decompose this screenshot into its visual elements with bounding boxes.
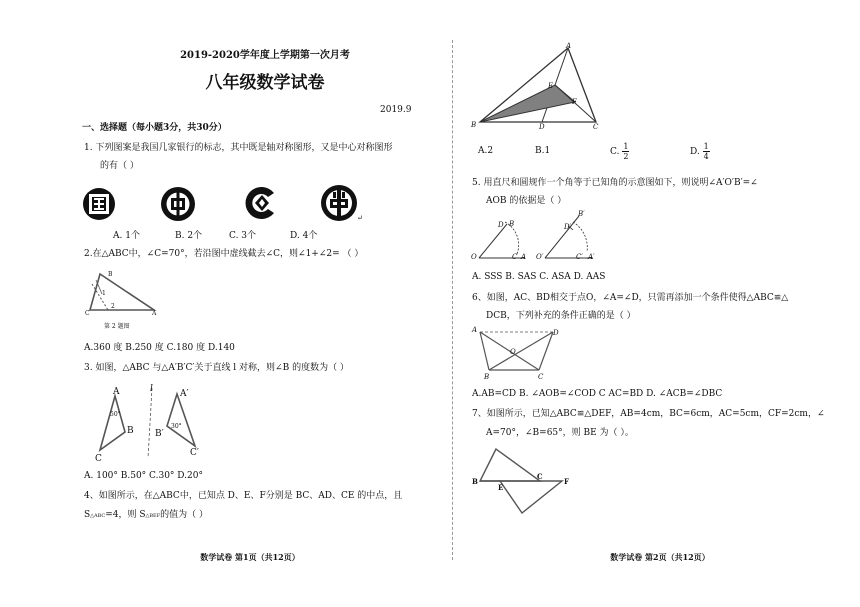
q4-label-f: F [572,98,577,106]
q3-label-a: A [113,387,120,397]
q5-label-o: O [471,253,477,261]
q6-text-line2: DCB，下列补充的条件正确的是（ ） [486,311,636,321]
exam-date: 2019.9 [380,105,412,115]
q5-label-o-prime: O′ [536,253,544,261]
q3-label-angle2: 30° [171,423,182,430]
q2-label-c: C [85,310,90,317]
q5-label-d-prime: D′ [564,223,572,231]
q3-text: 3. 如图，△ABC 与△A′B′C′关于直线 l 对称，则∠B 的度数为（ ） [84,363,349,373]
q6-label-d: D [553,329,559,337]
q4-triangle-figure [478,44,608,126]
q5-label-b-prime: B′ [578,210,585,218]
q4-text-line1: 4、如图所示，在△ABC中，已知点 D、E、F分别是 BC、AD、CE 的中点，且 [84,491,403,501]
q4-option-c: C. $\frac{1}{2}$ [610,142,629,161]
q7-text-line1: 7、如图所示，已知△ABC≌△DEF，AB=4cm，BC=6cm，AC=5cm，CF=2cm，∠ [472,409,825,419]
q4-label-d: D [539,123,545,131]
q2-label-1: 1 [102,290,106,297]
q4-label-b: B [471,121,477,129]
q2-label-b: B [108,271,113,278]
q5-label-c: C [512,253,518,261]
q4-option-c-fraction: $\frac{1}{2}$ [623,142,629,161]
q5-label-a: A [521,253,527,261]
q7-text-line2: A=70°，∠B=65°，则 BE 为（ ）。 [486,428,634,438]
q6-label-b: B [484,373,490,381]
q4-option-b: B.1 [535,146,551,156]
q1-option-c: C. 3个 [229,231,257,241]
q4-label-c: C [593,123,599,131]
page1-footer: 数学试卷 第1页（共12页） [200,552,300,562]
q3-line-l-label: l [150,384,153,394]
q3-label-c: C [95,454,102,464]
q3-options: A. 100° B.50° C.30° D.20° [84,471,203,481]
q6-crossing-triangles-figure [475,328,560,376]
q7-congruent-triangles-figure [478,445,578,517]
q5-label-a-prime: A′ [588,253,595,261]
q7-label-e: E [498,483,504,492]
q1-option-b: B. 2个 [175,231,203,241]
q6-options: A.AB=CD B. ∠AOB=∠COD C AC=BD D. ∠ACB=∠DBC [472,389,723,399]
q1-text-line2: 的有（ ） [100,161,139,171]
q3-label-b: B [127,426,134,436]
q2-figure-caption: 第 2 题图 [104,323,130,330]
q6-label-c: C [538,373,544,381]
doc-mark-glyph: ↵ [357,214,363,222]
q4-text-line2: S△ABC=4，则 S△BEF的值为（ ） [84,510,209,520]
q7-label-c: C [537,472,543,481]
page2-footer: 数学试卷 第2页（共12页） [610,552,710,562]
exam-header: 2019-2020学年度上学期第一次月考 [180,50,350,61]
q7-label-b: B [472,477,478,486]
q4-label-a: A [566,42,572,50]
section-1-heading: 一、选择题（每小题3分，共30分） [82,123,227,133]
q2-label-a: A [152,310,157,317]
q5-label-b: B [509,220,515,228]
q6-label-a: A [472,326,478,334]
q4-option-d-fraction: $\frac{1}{4}$ [703,142,709,161]
q5-label-d: D [498,221,504,229]
q1-option-a: A. 1个 [113,231,140,241]
q5-options: A. SSS B. SAS C. ASA D. AAS [472,272,606,282]
bank-logo-icon-1 [82,187,116,221]
page-divider [452,40,453,560]
q1-text-line1: 1. 下列图案是我国几家银行的标志，其中既是轴对称图形，又是中心对称图形 [84,143,393,153]
q6-text-line1: 6、如图，AC、BD相交于点O，∠A=∠D，只需再添加一个条件使得△ABC≌△ [472,293,789,303]
q4-option-a: A.2 [478,146,494,156]
q5-label-c-prime: C′ [576,253,583,261]
q3-label-angle: 50° [110,411,121,418]
bank-logo-icon-2 [160,186,196,222]
q2-text: 2.在△ABC中，∠C=70°，若沿图中虚线截去∠C，则∠1+∠2= （ ） [84,249,364,259]
q5-text-line1: 5. 用直尺和圆规作一个角等于已知角的示意图如下，则说明∠A′O′B′=∠ [472,178,758,188]
q3-label-c-prime: C′ [190,448,199,458]
bank-logo-icon-3 [243,184,281,222]
q4-label-e: E [548,82,554,90]
q2-options: A.360 度 B.250 度 C.180 度 D.140 [84,343,235,353]
q5-text-line2: AOB 的依据是（ ） [486,196,567,206]
q6-label-o: O [510,348,516,356]
q4-option-d: D. $\frac{1}{4}$ [690,142,709,161]
q2-label-2: 2 [111,303,115,310]
q3-label-a-prime: A′ [180,389,189,399]
q7-label-f: F [564,477,569,486]
bank-logo-icon-4 [320,184,358,222]
page-title: 八年级数学试卷 [205,73,325,93]
q3-label-b-prime: B′ [155,429,164,439]
q1-option-d: D. 4个 [290,231,318,241]
